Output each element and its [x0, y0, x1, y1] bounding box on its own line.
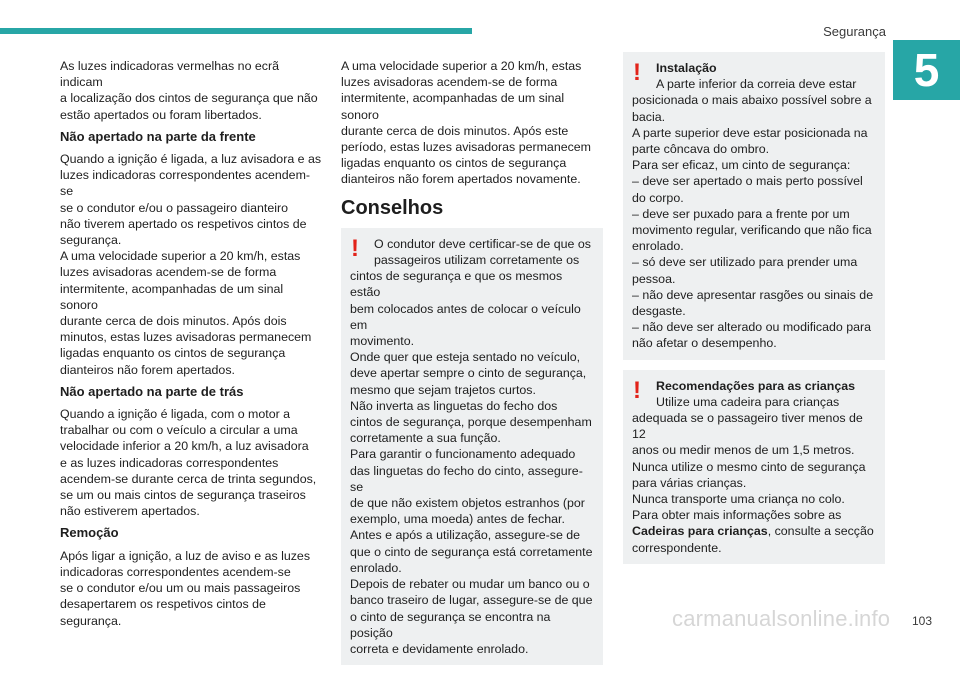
heading-rear: Não apertado na parte de trás [60, 383, 244, 399]
warning-box-installation [623, 52, 885, 360]
paragraph-rear: Quando a ignição é ligada, com o motor a trabalhar ou com o veículo a circular a uma velocidade inferior a 20 km/h, a luz avisadora e as luzes indicadoras correspondentes acendem-se durante cerca de trinta segundos, se um ou mais cintos de segurança traseiros não estiverem apertados. [60, 407, 317, 519]
warning-box-children [623, 370, 885, 564]
page-number: 103 [911, 614, 932, 628]
children-body-b: , consulte a secção correspondente. [632, 524, 874, 555]
paragraph-intro: As luzes indicadoras vermelhas no ecrã indicam a localização dos cintos de segurança que não estão apertados ou foram libertados. [60, 59, 318, 122]
paragraph-speed: A uma velocidade superior a 20 km/h, estas luzes avisadoras acendem-se de forma intermitente, acompanhadas de um sinal sonoro durante cerca de dois minutos. Após este período, estas luzes avisadoras permanecem ligadas enquanto os cintos de segurança dianteiros não forem apertados novamente. [341, 59, 592, 187]
exclamation-icon: ! [633, 59, 641, 86]
warning-advice-head: O condutor deve certificar-se de que os passageiros utilizam corretamente os [374, 236, 591, 268]
warning-advice-body: cintos de segurança e que os mesmos estão bem colocados antes de colocar o veículo em movimento. Onde quer que esteja sentado no veículo, deve apertar sempre o cinto de segurança, mesmo que sejam trajetos curtos. Não inverta as linguetas do fecho dos cintos de segurança, porque desempenham corretamente a sua função. Para garantir o funcionamento adequado das linguetas do fecho do cinto, assegure-se de que não existem objetos estranhos (por exemplo, uma moeda) antes de fechar. Antes e após a utilização, assegure-se de que o cinto de segurança está corretamente enrolado. Depois de rebater ou mudar um banco ou o banco traseiro de lugar, assegure-se de que o cinto de segurança se encontra na posição correta e devidamente enrolado. [350, 269, 593, 656]
heading-front: Não apertado na parte da frente [60, 128, 256, 144]
children-body-a: adequada se o passageiro tiver menos de 12 anos ou medir menos de um 1,5 metros. Nunca utilize o mesmo cinto de segurança para várias crianças. Nunca transporte uma criança no colo. Para obter mais informações sobre as [632, 411, 866, 523]
column-middle [341, 58, 603, 675]
exclamation-icon: ! [351, 234, 359, 262]
paragraph-removal: Após ligar a ignição, a luz de aviso e as luzes indicadoras correspondentes acendem-se se o condutor e/ou um ou mais passageiros desapertarem os respetivos cintos de segurança. [60, 548, 311, 628]
heading-advice: Conselhos [341, 196, 444, 219]
warning-box-advice [341, 228, 603, 665]
children-title: Recomendações para as crianças [656, 378, 856, 393]
heading-removal: Remoção [60, 525, 119, 541]
paragraph-front: Quando a ignição é ligada, a luz avisadora e as luzes indicadoras correspondentes acendem-se se o condutor e/ou o passageiro dianteiro não tiverem apertado os respetivos cintos de segurança. A uma velocidade superior a 20 km/h, estas luzes avisadoras acendem-se de forma intermitente, acompanhadas de um sinal sonoro durante cerca de dois minutos. Após dois minutos, estas luzes avisadoras permanecem ligadas enquanto os cintos de segurança dianteiros não forem apertados. [60, 152, 322, 377]
column-right [623, 52, 885, 574]
watermark: carmanualsonline.info [672, 606, 891, 631]
exclamation-icon: ! [633, 376, 641, 404]
column-left [60, 58, 322, 635]
chapter-number-tab: 5 [893, 40, 960, 100]
children-head: Utilize uma cadeira para crianças [656, 394, 840, 409]
children-body [632, 410, 876, 556]
installation-head: A parte inferior da correia deve estar [656, 77, 857, 92]
installation-title: Instalação [656, 61, 717, 75]
installation-body: posicionada o mais abaixo possível sobre a bacia. A parte superior deve estar posicionada na parte côncava do ombro. Para ser eficaz, um cinto de segurança: – deve ser apertado o mais perto possível do corpo. – deve ser puxado para a frente por um movimento regular, verificando que não fica enrolado. – só deve ser utilizado para prender uma pessoa. – não deve apresentar rasgões ou sinais de desgaste. – não deve ser alterado ou modificado para não afetar o desempenho. [632, 93, 874, 351]
header-accent-bar [0, 28, 472, 34]
section-title: Segurança [823, 24, 886, 39]
children-seats-link-text: Cadeiras para crianças [632, 524, 768, 539]
